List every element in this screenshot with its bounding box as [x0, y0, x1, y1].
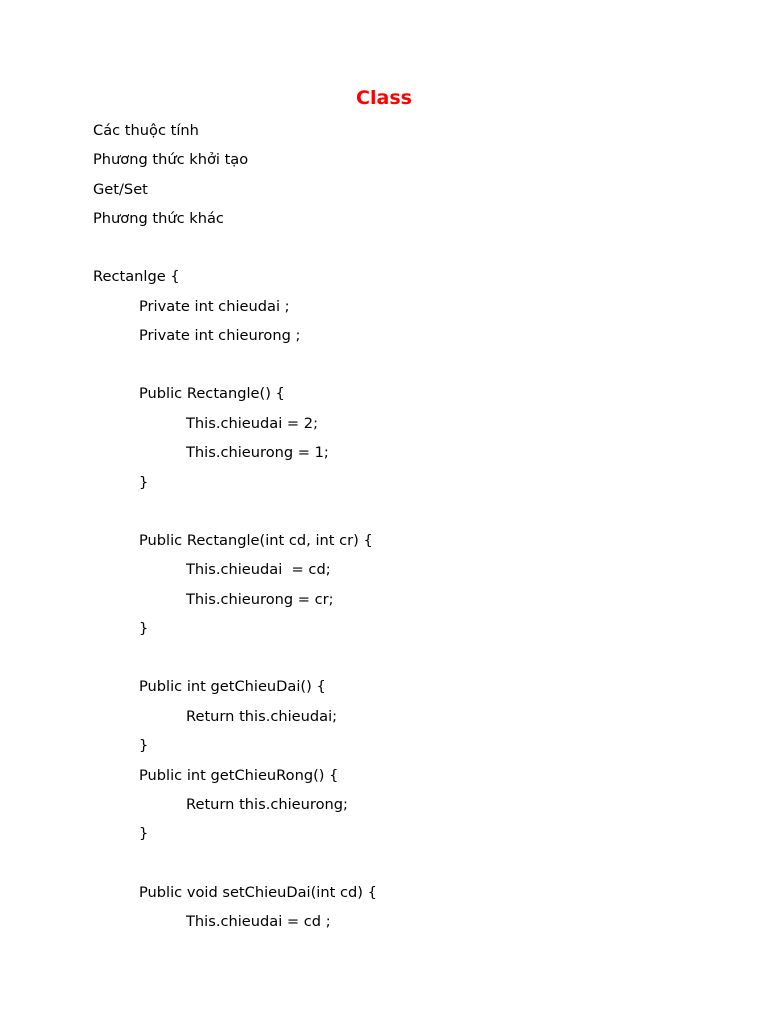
code-line: Public int getChieuDai() {	[139, 678, 326, 695]
code-line: Private int chieurong ;	[139, 327, 301, 344]
code-line: }	[139, 737, 149, 754]
intro-line-attributes: Các thuộc tính	[93, 122, 199, 139]
page-title: Class	[356, 87, 412, 109]
code-line: }	[139, 474, 149, 491]
intro-line-constructors: Phương thức khởi tạo	[93, 151, 249, 168]
code-line: Public Rectangle() {	[139, 385, 285, 402]
code-line: }	[139, 620, 149, 637]
code-line: Return this.chieurong;	[186, 796, 348, 813]
code-line: This.chieudai = cd;	[186, 561, 331, 578]
intro-line-other-methods: Phương thức khác	[93, 210, 224, 227]
code-line: }	[139, 825, 149, 842]
code-line: Public Rectangle(int cd, int cr) {	[139, 532, 373, 549]
code-line: Return this.chieudai;	[186, 708, 338, 725]
code-line: Public void setChieuDai(int cd) {	[139, 884, 377, 901]
code-line: Rectanlge {	[93, 268, 180, 285]
code-line: This.chieurong = 1;	[186, 444, 329, 461]
code-line: Public int getChieuRong() {	[139, 767, 339, 784]
code-line: This.chieudai = cd ;	[186, 913, 331, 930]
intro-line-getset: Get/Set	[93, 181, 148, 198]
code-line: Private int chieudai ;	[139, 298, 290, 315]
code-line: This.chieurong = cr;	[186, 591, 334, 608]
code-line: This.chieudai = 2;	[186, 415, 318, 432]
